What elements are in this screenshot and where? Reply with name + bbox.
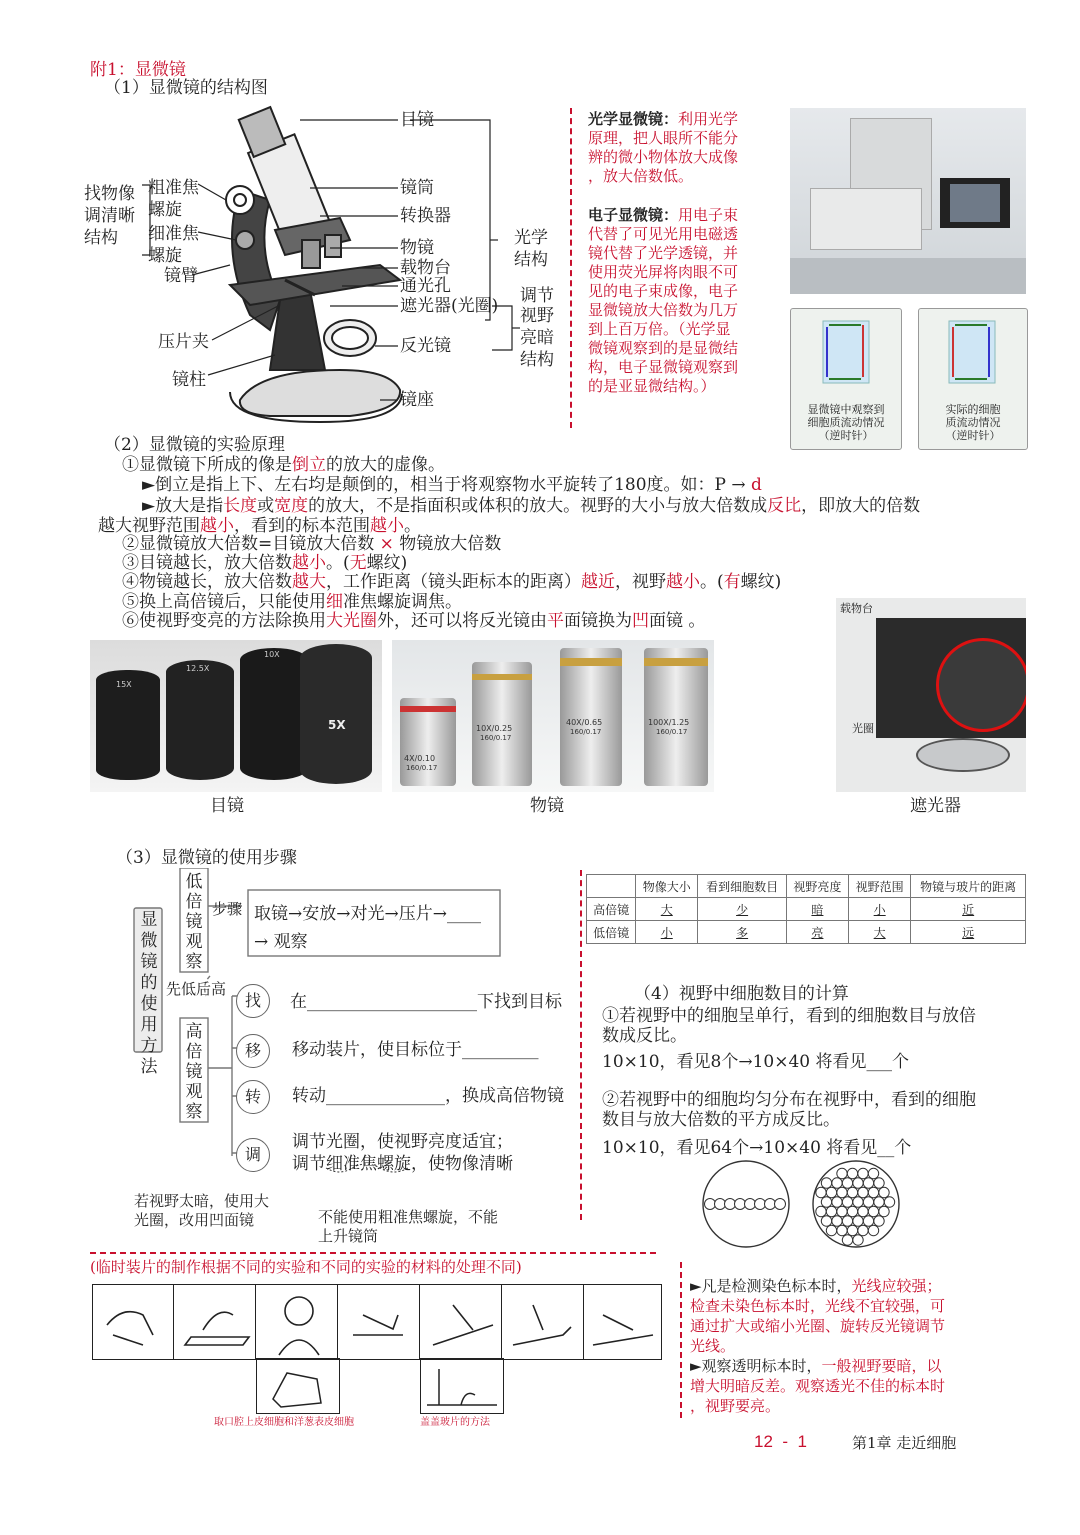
principle-line-8 bbox=[122, 592, 462, 613]
text-red: 细 bbox=[326, 592, 343, 612]
label-brightness-1: 调节 bbox=[520, 286, 554, 306]
cell-circle bbox=[821, 1178, 831, 1188]
label-brightness-2: 视野 bbox=[520, 306, 554, 326]
text: ④物镜越长，放大倍数 bbox=[122, 572, 292, 592]
flow-observed bbox=[790, 308, 902, 450]
flow-caption: 细胞质流动情况 bbox=[807, 416, 885, 429]
optical-line: ，放大倍数低。 bbox=[588, 167, 694, 185]
rule2-line-1: ②若视野中的细胞均匀分布在视野中，看到的细胞 bbox=[602, 1090, 976, 1110]
caption-objective: 物镜 bbox=[530, 796, 564, 816]
table-cell: 多 bbox=[698, 921, 786, 944]
note-line: 不能使用粗准焦螺旋，不能 bbox=[318, 1208, 499, 1226]
appendix-name: 显微镜 bbox=[134, 60, 186, 80]
step-adjust-line-1: 调节光圈，使视野亮度适宜； bbox=[292, 1132, 513, 1152]
coverslip-icon bbox=[421, 1359, 503, 1413]
text: 移动装片，使目标位于 bbox=[292, 1040, 462, 1060]
objective-mark: 160/0.17 bbox=[570, 728, 602, 736]
cell-circle bbox=[853, 1235, 863, 1245]
tip-line: 通过扩大或缩小光圈、旋转反光镜调节 bbox=[690, 1317, 946, 1335]
table-header: 视野亮度 bbox=[786, 875, 848, 898]
cell-circle bbox=[868, 1168, 878, 1178]
text-red: × bbox=[379, 534, 394, 554]
principle-line-1 bbox=[122, 455, 445, 476]
objective-mark: 4X/0.10 bbox=[404, 754, 436, 763]
cell-circle bbox=[847, 1225, 857, 1235]
eyepiece-mark: 10X bbox=[264, 650, 280, 659]
blank: _________ bbox=[462, 1040, 539, 1060]
steps-line-2: → 观察 bbox=[254, 932, 308, 952]
optical-line: 利用光学 bbox=[678, 110, 739, 128]
text: 准焦螺旋调焦。 bbox=[343, 592, 462, 612]
table-row bbox=[587, 898, 1026, 921]
cell-circle bbox=[842, 1235, 852, 1245]
cell-circle bbox=[832, 1216, 842, 1226]
objective-mark: 160/0.17 bbox=[480, 734, 512, 742]
note-line: 光圈，改用凹面镜 bbox=[134, 1211, 255, 1229]
text: ，即放大的倍数 bbox=[801, 496, 921, 516]
text: 取镜→安放→对光→压片→ bbox=[254, 904, 447, 924]
table-header: 物像大小 bbox=[636, 875, 698, 898]
cell-circle bbox=[858, 1187, 868, 1197]
table-cell: 低倍镜 bbox=[587, 921, 636, 944]
eyepiece-mark: 12.5X bbox=[186, 664, 210, 673]
label-fine-2: 螺旋 bbox=[148, 246, 182, 266]
cell-circle bbox=[858, 1168, 868, 1178]
optical-line: 辨的微小物体放大成像 bbox=[588, 148, 739, 166]
principle-line-5 bbox=[122, 534, 501, 555]
cell-circle bbox=[868, 1187, 878, 1197]
chapter-title: 第1章 走近细胞 bbox=[852, 1434, 957, 1452]
text: 螺纹) bbox=[366, 553, 408, 573]
cell-circle bbox=[863, 1178, 873, 1188]
text: 物镜放大倍数 bbox=[393, 534, 502, 554]
text-red: 越小 bbox=[666, 572, 700, 592]
text: ►观察透明标本时， bbox=[690, 1357, 822, 1375]
step-panel bbox=[257, 1285, 338, 1359]
cell-circle bbox=[853, 1216, 863, 1226]
objective-mark: 160/0.17 bbox=[406, 764, 438, 772]
label-light-hole: 通光孔 bbox=[400, 276, 451, 296]
label-pillar: 镜柱 bbox=[172, 370, 206, 390]
text: 。( bbox=[326, 553, 350, 573]
appendix-prefix: 附1： bbox=[90, 60, 135, 80]
label-optical-struct-2: 结构 bbox=[514, 250, 548, 270]
table-cell: 小 bbox=[636, 921, 698, 944]
electron-microscope-photo bbox=[790, 108, 1026, 294]
text: 转动 bbox=[292, 1086, 326, 1106]
label-base: 镜座 bbox=[400, 390, 434, 410]
optical-desc bbox=[588, 110, 788, 186]
flow-caption: 实际的细胞 bbox=[945, 403, 1001, 416]
text: 在 bbox=[290, 992, 307, 1012]
section1-title: （1）显微镜的结构图 bbox=[104, 78, 268, 98]
flow-caption: 显微镜中观察到 bbox=[807, 403, 885, 416]
electron-head: 电子显微镜： bbox=[588, 206, 679, 224]
cell-circle bbox=[832, 1197, 842, 1207]
label-fine-1: 细准焦 bbox=[148, 224, 199, 244]
label-focus-struct-3: 结构 bbox=[84, 228, 118, 248]
eyepiece-mark: 5X bbox=[328, 718, 346, 732]
text: 的放大，不是指面积或体积的放大。视野的大小与放大倍数成 bbox=[308, 496, 768, 516]
rule1-line-1: ①若视野中的细胞呈单行，看到的细胞数目与放倍 bbox=[602, 1006, 976, 1026]
steps-line-1 bbox=[254, 904, 481, 925]
text: 面镜换为 bbox=[564, 611, 632, 631]
electron-line: 构，电子显微镜观察到 bbox=[588, 358, 739, 376]
cell-circle bbox=[837, 1187, 847, 1197]
cell-circle bbox=[874, 1216, 884, 1226]
step-adjust-circle: 调 bbox=[236, 1138, 270, 1172]
cell-circle bbox=[858, 1225, 868, 1235]
label-diaphragm: 遮光器(光圈) bbox=[400, 296, 499, 316]
electron-line: 使用荧光屏将肉眼不可 bbox=[588, 263, 739, 281]
section2-title: （2）显微镜的实验原理 bbox=[104, 435, 285, 455]
blank: ____ bbox=[446, 904, 481, 924]
table-cell: 少 bbox=[698, 898, 786, 921]
label-coarse-1: 粗准焦 bbox=[148, 178, 199, 198]
cell-circle bbox=[847, 1206, 857, 1216]
text: 螺纹) bbox=[740, 572, 782, 592]
blank: __ bbox=[877, 1138, 895, 1158]
step-adjust-line-2: 调节细准焦螺旋，使物像清晰 bbox=[292, 1154, 513, 1174]
text: 个 bbox=[894, 1138, 912, 1158]
cell-circle bbox=[847, 1168, 857, 1178]
flow-actual bbox=[918, 308, 1028, 450]
step-find-text bbox=[290, 992, 562, 1013]
text-red: 有 bbox=[723, 572, 741, 592]
text: ，视野 bbox=[615, 572, 666, 592]
text-red: 越大 bbox=[292, 572, 326, 592]
text-red: 光线应较强； bbox=[851, 1277, 942, 1295]
text: 个 bbox=[891, 1052, 909, 1072]
cell-circle bbox=[832, 1178, 842, 1188]
text-red: 无 bbox=[349, 553, 367, 573]
cheek-cell-icon bbox=[257, 1359, 339, 1413]
note-no-coarse bbox=[318, 1208, 498, 1246]
label-stage: 载物台 bbox=[400, 258, 451, 278]
text-red: 反比 bbox=[767, 496, 802, 516]
caption-cheek-cells: 取口腔上皮细胞和洋葱表皮细胞 bbox=[214, 1417, 354, 1428]
table-header bbox=[587, 875, 636, 898]
text-red: d bbox=[751, 475, 762, 495]
text: 10×10，看见64个→10×40 将看见 bbox=[602, 1138, 878, 1158]
cell-circle bbox=[816, 1206, 826, 1216]
tip-line: 检查未染色标本时，光线不宜较强，可 bbox=[690, 1297, 946, 1315]
text-red: 凹 bbox=[632, 611, 649, 631]
step-panel bbox=[503, 1285, 584, 1359]
text-red: 长度 bbox=[223, 496, 258, 516]
example1 bbox=[602, 1052, 909, 1073]
objectives-photo bbox=[392, 640, 714, 792]
cell-circle bbox=[826, 1225, 836, 1235]
optical-line: 原理，把人眼所不能分 bbox=[588, 129, 739, 147]
caption-eyepiece: 目镜 bbox=[210, 796, 244, 816]
text: ►放大是指 bbox=[142, 496, 224, 516]
section3-title: （3）显微镜的使用步骤 bbox=[116, 848, 297, 868]
cell-circle bbox=[826, 1206, 836, 1216]
table-cell: 亮 bbox=[786, 921, 848, 944]
section4-title: （4）视野中细胞数目的计算 bbox=[634, 984, 849, 1004]
text-red: 大光圈 bbox=[326, 611, 377, 631]
text: 或 bbox=[257, 496, 275, 516]
step-move-text bbox=[292, 1040, 539, 1061]
tip-line: 增大明暗反差。观察透光不佳的标本时 bbox=[690, 1377, 946, 1395]
table-header: 看到细胞数目 bbox=[698, 875, 786, 898]
cheek-cell-panel bbox=[256, 1358, 340, 1414]
text: ，工作距离（镜头距标本的距离） bbox=[326, 572, 581, 592]
text-red: 越小 bbox=[292, 553, 326, 573]
table-cell: 大 bbox=[849, 921, 911, 944]
text: ►凡是检测染色标本时， bbox=[690, 1277, 852, 1295]
tip-2 bbox=[690, 1356, 945, 1376]
temp-slide-title: (临时装片的制作根据不同的实验和不同的实验的材料的处理不同) bbox=[90, 1258, 522, 1276]
text: ①显微镜下所成的像是 bbox=[122, 455, 292, 475]
cell-circle bbox=[847, 1187, 857, 1197]
divider-vertical bbox=[570, 108, 572, 428]
diaphragm-photo bbox=[836, 598, 1026, 792]
electron-line: 到上百万倍。（光学显 bbox=[588, 320, 731, 338]
text: ⑥使视野变亮的方法除换用 bbox=[122, 611, 326, 631]
table-cell: 高倍镜 bbox=[587, 898, 636, 921]
label-clip: 压片夹 bbox=[158, 332, 209, 352]
cell-circle bbox=[853, 1197, 863, 1207]
table-row bbox=[587, 921, 1026, 944]
objective-mark: 10X/0.25 bbox=[476, 724, 513, 733]
text: 的放大的虚像。 bbox=[326, 455, 445, 475]
divider-horizontal bbox=[90, 1252, 656, 1254]
principle-line-6 bbox=[122, 553, 407, 574]
principle-line-7 bbox=[122, 572, 781, 593]
step-panel bbox=[339, 1285, 420, 1359]
label-optical-struct-1: 光学 bbox=[514, 228, 548, 248]
coverslip-panel bbox=[420, 1358, 504, 1414]
text: ②显微镜放大倍数=目镜放大倍数 bbox=[122, 534, 380, 554]
flow-caption: （逆时针） bbox=[818, 429, 874, 442]
electron-line: 代替了可见光用电磁透 bbox=[588, 225, 739, 243]
table-cell: 小 bbox=[849, 898, 911, 921]
steps-label: 步骤 bbox=[212, 900, 243, 918]
label-aperture-photo: 光圈 bbox=[852, 722, 874, 735]
cell-circle bbox=[853, 1178, 863, 1188]
table-header: 物镜与玻片的距离 bbox=[911, 875, 1026, 898]
flow-actual-arrows bbox=[919, 309, 1027, 399]
label-coarse-2: 螺旋 bbox=[148, 200, 182, 220]
cell-circle bbox=[879, 1206, 889, 1216]
electron-line: 见的电子束成像，电子 bbox=[588, 282, 739, 300]
cell-circle bbox=[863, 1216, 873, 1226]
label-arm: 镜臂 bbox=[164, 266, 198, 286]
objective-mark: 40X/0.65 bbox=[566, 718, 603, 727]
table-cell: 暗 bbox=[786, 898, 848, 921]
text: 越大视野范围 bbox=[98, 516, 200, 536]
cell-circle bbox=[874, 1178, 884, 1188]
table-header-row bbox=[587, 875, 1026, 898]
electron-desc bbox=[588, 206, 788, 396]
flow-caption: 质流动情况 bbox=[945, 416, 1001, 429]
cell-circle bbox=[816, 1187, 826, 1197]
low-then-high-note: 先低后高 bbox=[166, 980, 227, 998]
note-line: 上升镜筒 bbox=[318, 1227, 379, 1245]
electron-line: 镜代替了光学透镜，并 bbox=[588, 244, 739, 262]
label-eyepiece: 目镜 bbox=[400, 110, 434, 130]
objective-mark: 160/0.17 bbox=[656, 728, 688, 736]
label-brightness-3: 亮暗 bbox=[520, 328, 554, 348]
divider-vertical-3 bbox=[680, 1262, 682, 1418]
table-cell: 远 bbox=[911, 921, 1026, 944]
label-objective: 物镜 bbox=[400, 238, 434, 258]
caption-coverslip: 盖盖玻片的方法 bbox=[420, 1417, 490, 1428]
tip-1 bbox=[690, 1276, 945, 1296]
electron-line: 的是亚显微结构。） bbox=[588, 377, 716, 395]
cell-circle bbox=[821, 1216, 831, 1226]
text: 。( bbox=[700, 572, 724, 592]
blank: ______________ bbox=[326, 1086, 445, 1106]
cell-circle bbox=[837, 1206, 847, 1216]
cell-circle bbox=[868, 1206, 878, 1216]
electron-line: 用电子束 bbox=[678, 206, 739, 224]
eyepiece-mark: 15X bbox=[116, 680, 132, 689]
tip-line: ，视野要亮。 bbox=[690, 1397, 781, 1415]
cell-circle bbox=[874, 1197, 884, 1207]
note-line: 若视野太暗，使用大 bbox=[134, 1192, 270, 1210]
text-red: 一般视野要暗，以 bbox=[821, 1357, 942, 1375]
cell-circle bbox=[863, 1197, 873, 1207]
cell-circle bbox=[884, 1197, 894, 1207]
temp-slide-steps bbox=[92, 1284, 662, 1360]
text: 下找到目标 bbox=[477, 992, 562, 1012]
text-red: 越小 bbox=[370, 516, 404, 536]
label-brightness-4: 结构 bbox=[520, 350, 554, 370]
cell-circle bbox=[858, 1206, 868, 1216]
text: ►倒立是指上下、左右均是颠倒的，相当于将观察物水平旋转了180度。如：P → bbox=[142, 475, 752, 495]
cell-circle bbox=[837, 1168, 847, 1178]
text: 面镜 。 bbox=[649, 611, 706, 631]
text: ，换成高倍物镜 bbox=[445, 1086, 564, 1106]
usage-main-label: 显微镜的使用方法 bbox=[140, 910, 158, 1077]
electron-line: 显微镜放大倍数为几万 bbox=[588, 301, 739, 319]
caption-diaphragm: 遮光器 bbox=[910, 796, 961, 816]
text: 外，还可以将反光镜由 bbox=[377, 611, 547, 631]
low-power-label: 低倍镜观察 bbox=[185, 872, 203, 972]
optical-head: 光学显微镜： bbox=[588, 110, 679, 128]
flow-caption: （逆时针） bbox=[945, 429, 1001, 442]
cell-circle bbox=[842, 1216, 852, 1226]
text: ，看到的标本范围 bbox=[234, 516, 370, 536]
text-red: 平 bbox=[547, 611, 564, 631]
principle-line-3 bbox=[142, 496, 920, 517]
text-red: 越小 bbox=[200, 516, 234, 536]
table-cell: 大 bbox=[636, 898, 698, 921]
blank: ____________________ bbox=[307, 992, 477, 1012]
label-focus-struct-1: 找物像 bbox=[84, 184, 135, 204]
text: ⑤换上高倍镜后，只能使用 bbox=[122, 592, 326, 612]
step-panel bbox=[421, 1285, 502, 1359]
cell-circle bbox=[837, 1225, 847, 1235]
blank: ___ bbox=[866, 1052, 892, 1072]
step-panel bbox=[175, 1285, 256, 1359]
cell-circle bbox=[842, 1197, 852, 1207]
rule2-line-2: 数目与放大倍数的平方成反比。 bbox=[602, 1110, 840, 1130]
electron-line: 微镜观察到的是显微结 bbox=[588, 339, 739, 357]
step-turn-circle: 转 bbox=[236, 1080, 270, 1114]
label-mirror: 反光镜 bbox=[400, 336, 451, 356]
label-focus-struct-2: 调清晰 bbox=[84, 206, 135, 226]
tips-block bbox=[690, 1276, 945, 1416]
note-dark-field bbox=[134, 1192, 269, 1230]
cell-field-diagrams bbox=[696, 1160, 956, 1250]
rule1-line-2: 数成反比。 bbox=[602, 1026, 687, 1046]
step-move-circle: 移 bbox=[236, 1034, 270, 1068]
text: 。 bbox=[404, 516, 421, 536]
magnification-compare-table bbox=[586, 874, 1026, 944]
text-red: 宽度 bbox=[274, 496, 309, 516]
flow-observed-arrows bbox=[791, 309, 901, 399]
tip-line: 光线。 bbox=[690, 1337, 736, 1355]
text: ③目镜越长，放大倍数 bbox=[122, 553, 292, 573]
step-find-circle: 找 bbox=[236, 984, 270, 1018]
divider-vertical-2 bbox=[580, 870, 582, 1220]
label-tube: 镜筒 bbox=[400, 178, 434, 198]
high-power-label: 高倍镜观察 bbox=[185, 1022, 203, 1122]
table-cell: 近 bbox=[911, 898, 1026, 921]
text-red: 倒立 bbox=[292, 455, 326, 475]
page-number: 12 - 1 bbox=[754, 1432, 807, 1451]
label-nosepiece: 转换器 bbox=[400, 206, 451, 226]
principle-line-2 bbox=[142, 475, 762, 496]
cell-circle bbox=[826, 1187, 836, 1197]
principle-line-9 bbox=[122, 611, 705, 632]
cell-circle bbox=[821, 1197, 831, 1207]
eyepieces-photo bbox=[90, 640, 382, 792]
step-panel bbox=[93, 1285, 174, 1359]
objective-mark: 100X/1.25 bbox=[648, 718, 690, 727]
text-red: 越近 bbox=[581, 572, 615, 592]
label-stage-photo: 载物台 bbox=[840, 602, 873, 615]
example2 bbox=[602, 1138, 911, 1159]
step-turn-text bbox=[292, 1086, 564, 1107]
table-header: 视野范围 bbox=[849, 875, 911, 898]
cell-circle bbox=[879, 1187, 889, 1197]
cell-circle bbox=[842, 1178, 852, 1188]
cell-circle bbox=[868, 1225, 878, 1235]
text: 10×10，看见8个→10×40 将看见 bbox=[602, 1052, 867, 1072]
